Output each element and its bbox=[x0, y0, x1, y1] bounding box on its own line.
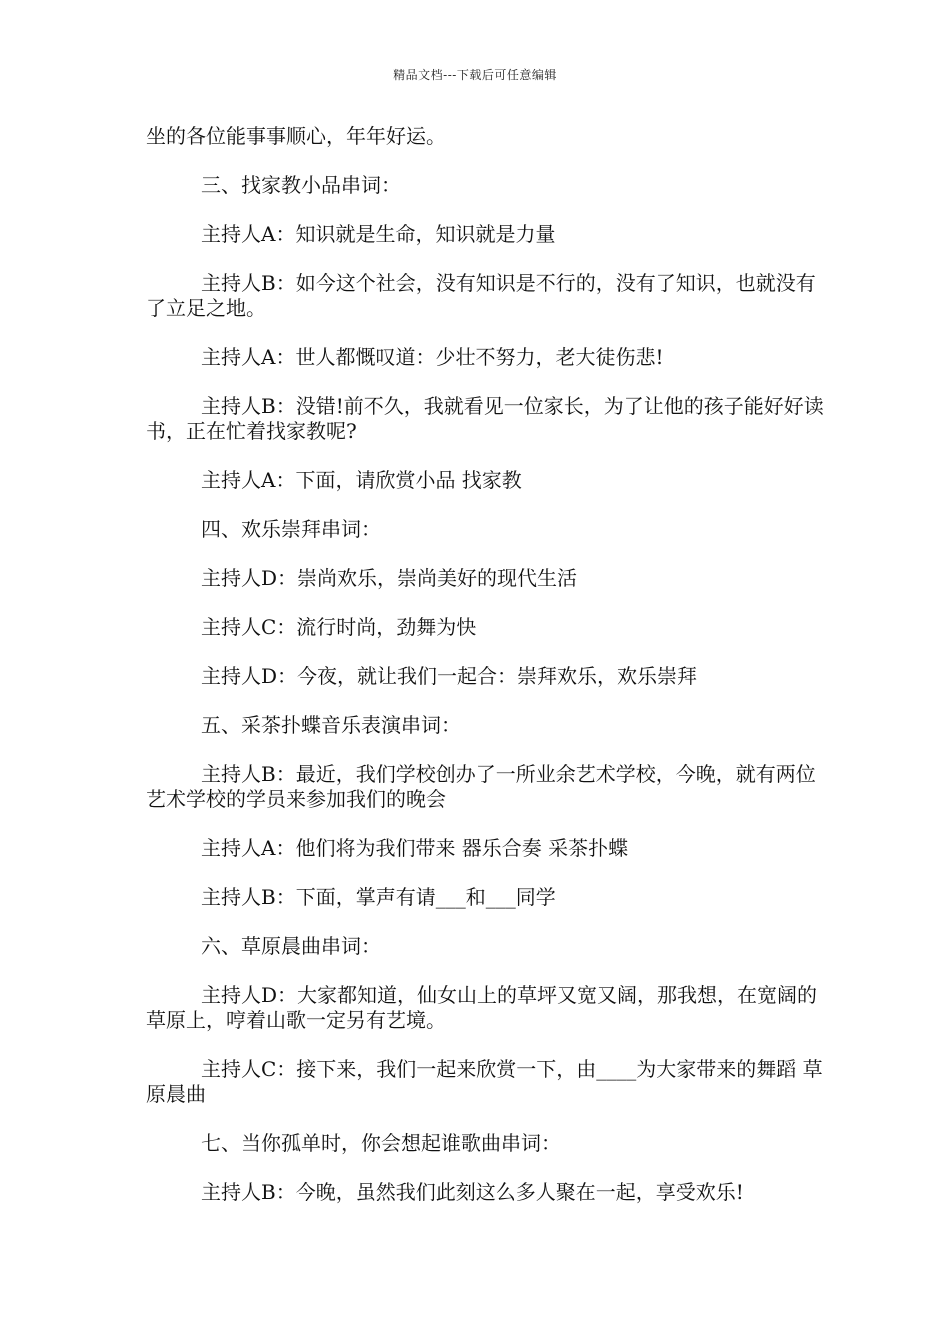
paragraph-14: 主持人A：他们将为我们带来 器乐合奏 采茶扑蝶 bbox=[201, 836, 629, 860]
paragraph-5: 主持人A：世人都慨叹道：少壮不努力，老大徒伤悲! bbox=[201, 345, 664, 369]
paragraph-1: 坐的各位能事事顺心，年年好运。 bbox=[146, 124, 446, 148]
paragraph-6: 主持人B：没错!前不久，我就看见一位家长，为了让他的孩子能好好读书，正在忙着找家教呢? bbox=[146, 394, 824, 443]
section-heading-4: 四、欢乐崇拜串词： bbox=[201, 517, 381, 541]
paragraph-18: 主持人C：接下来，我们一起来欣赏一下，由____为大家带来的舞蹈 草原晨曲 bbox=[146, 1057, 823, 1106]
paragraph-9: 主持人D：崇尚欢乐，崇尚美好的现代生活 bbox=[201, 566, 578, 590]
paragraph-20: 主持人B：今晚，虽然我们此刻这么多人聚在一起，享受欢乐! bbox=[201, 1180, 744, 1204]
section-heading-7: 七、当你孤单时，你会想起谁歌曲串词： bbox=[201, 1131, 561, 1155]
section-heading-6: 六、草原晨曲串词： bbox=[201, 934, 381, 958]
paragraph-7: 主持人A：下面，请欣赏小品 找家教 bbox=[201, 468, 522, 492]
page-header: 精品文档---下载后可任意编辑 bbox=[393, 68, 557, 82]
paragraph-10: 主持人C：流行时尚，劲舞为快 bbox=[201, 615, 477, 639]
document-body bbox=[146, 124, 826, 1229]
section-heading-3: 三、找家教小品串词： bbox=[201, 173, 401, 197]
section-heading-5: 五、采茶扑蝶音乐表演串词： bbox=[201, 713, 461, 737]
paragraph-11: 主持人D：今夜，就让我们一起合：崇拜欢乐，欢乐崇拜 bbox=[201, 664, 698, 688]
paragraph-13: 主持人B：最近，我们学校创办了一所业余艺术学校，今晚，就有两位艺术学校的学员来参加我们的晚会 bbox=[146, 762, 816, 811]
paragraph-3: 主持人A：知识就是生命，知识就是力量 bbox=[201, 222, 556, 246]
paragraph-17: 主持人D：大家都知道，仙女山上的草坪又宽又阔，那我想，在宽阔的草原上，哼着山歌一定另有艺境。 bbox=[146, 983, 818, 1032]
paragraph-15: 主持人B：下面，掌声有请___和___同学 bbox=[201, 885, 556, 909]
paragraph-4: 主持人B：如今这个社会，没有知识是不行的，没有了知识，也就没有了立足之地。 bbox=[146, 271, 816, 320]
